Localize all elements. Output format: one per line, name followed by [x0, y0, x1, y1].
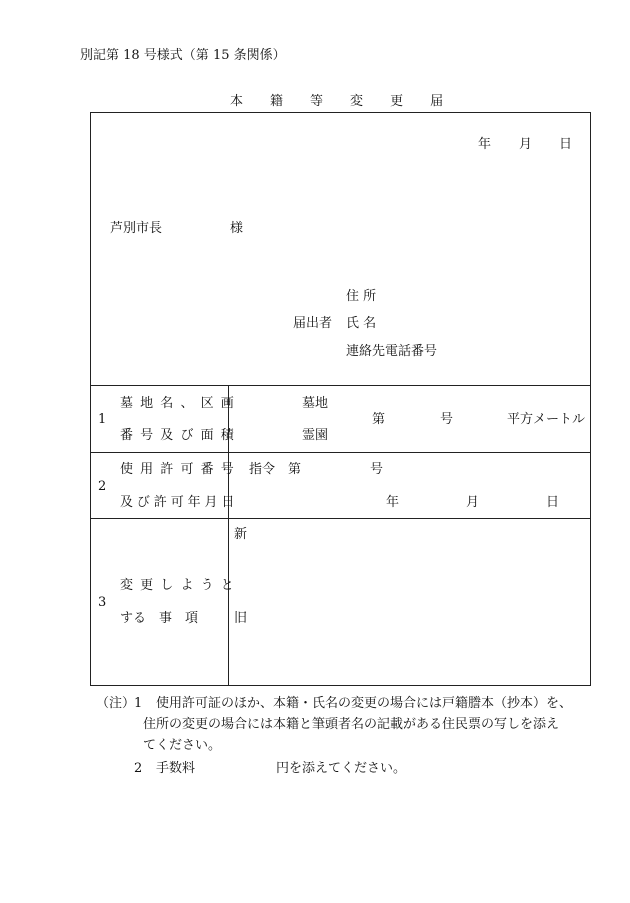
old-label: 旧: [234, 611, 248, 626]
notes-prefix: （注）: [96, 696, 136, 711]
row-number: 3: [98, 595, 107, 610]
honorific: 様: [230, 221, 244, 236]
row-label-line2: 番号及び面積: [120, 428, 241, 443]
row-number: 2: [98, 479, 107, 494]
fee-label: 手数料: [156, 761, 196, 776]
row-label-line1: 使用許可番号: [120, 462, 241, 477]
gou-label: 号: [370, 462, 384, 477]
title-char: 等: [310, 94, 324, 109]
row-number: 1: [98, 412, 107, 427]
title-char: 変: [350, 94, 364, 109]
date-day-label: 日: [559, 137, 573, 152]
dai-label: 第: [288, 462, 302, 477]
note-number: 2: [134, 761, 143, 776]
area-unit-label: 平方メートル: [507, 412, 586, 427]
dai-label: 第: [372, 412, 386, 427]
gou-label: 号: [440, 412, 454, 427]
date-month-label: 月: [519, 137, 533, 152]
park-cemetery-option: 霊園: [302, 428, 329, 443]
notifier-label: 届出者: [293, 316, 333, 331]
row-label-line2: する 事 項: [120, 611, 199, 626]
note1-line3: てください。: [143, 738, 222, 753]
phone-label: 連絡先電話番号: [346, 344, 438, 359]
new-label: 新: [234, 527, 248, 542]
permit-day-label: 日: [546, 495, 560, 510]
permit-month-label: 月: [466, 495, 480, 510]
title-char: 籍: [270, 94, 284, 109]
title-char: 本: [230, 94, 244, 109]
row-label-line1: 変更しようと: [120, 578, 241, 593]
row-divider: [90, 385, 591, 386]
form-title: [230, 95, 443, 108]
title-char: 届: [430, 94, 444, 109]
form-label: 別記第 18 号様式（第 15 条関係）: [80, 48, 286, 63]
permit-year-label: 年: [386, 495, 400, 510]
addressee: 芦別市長: [110, 221, 163, 236]
row-label-line2: 及び許可年月日: [120, 495, 239, 510]
row-divider: [90, 452, 591, 453]
date-year-label: 年: [478, 137, 492, 152]
name-label: 氏 名: [346, 316, 377, 331]
cemetery-option: 墓地: [302, 396, 329, 411]
note-number: 1: [134, 696, 143, 711]
row-divider: [90, 518, 591, 519]
fee-text: 円を添えてください。: [276, 761, 407, 776]
note1-line1: 使用許可証のほか、本籍・氏名の変更の場合には戸籍謄本（抄本）を、: [156, 696, 573, 711]
shirei-label: 指令: [249, 462, 276, 477]
row-label-line1: 墓地名、区画: [120, 396, 241, 411]
note1-line2: 住所の変更の場合には本籍と筆頭者名の記載がある住民票の写しを添え: [143, 717, 560, 732]
title-char: 更: [390, 94, 404, 109]
address-label: 住 所: [346, 289, 377, 304]
